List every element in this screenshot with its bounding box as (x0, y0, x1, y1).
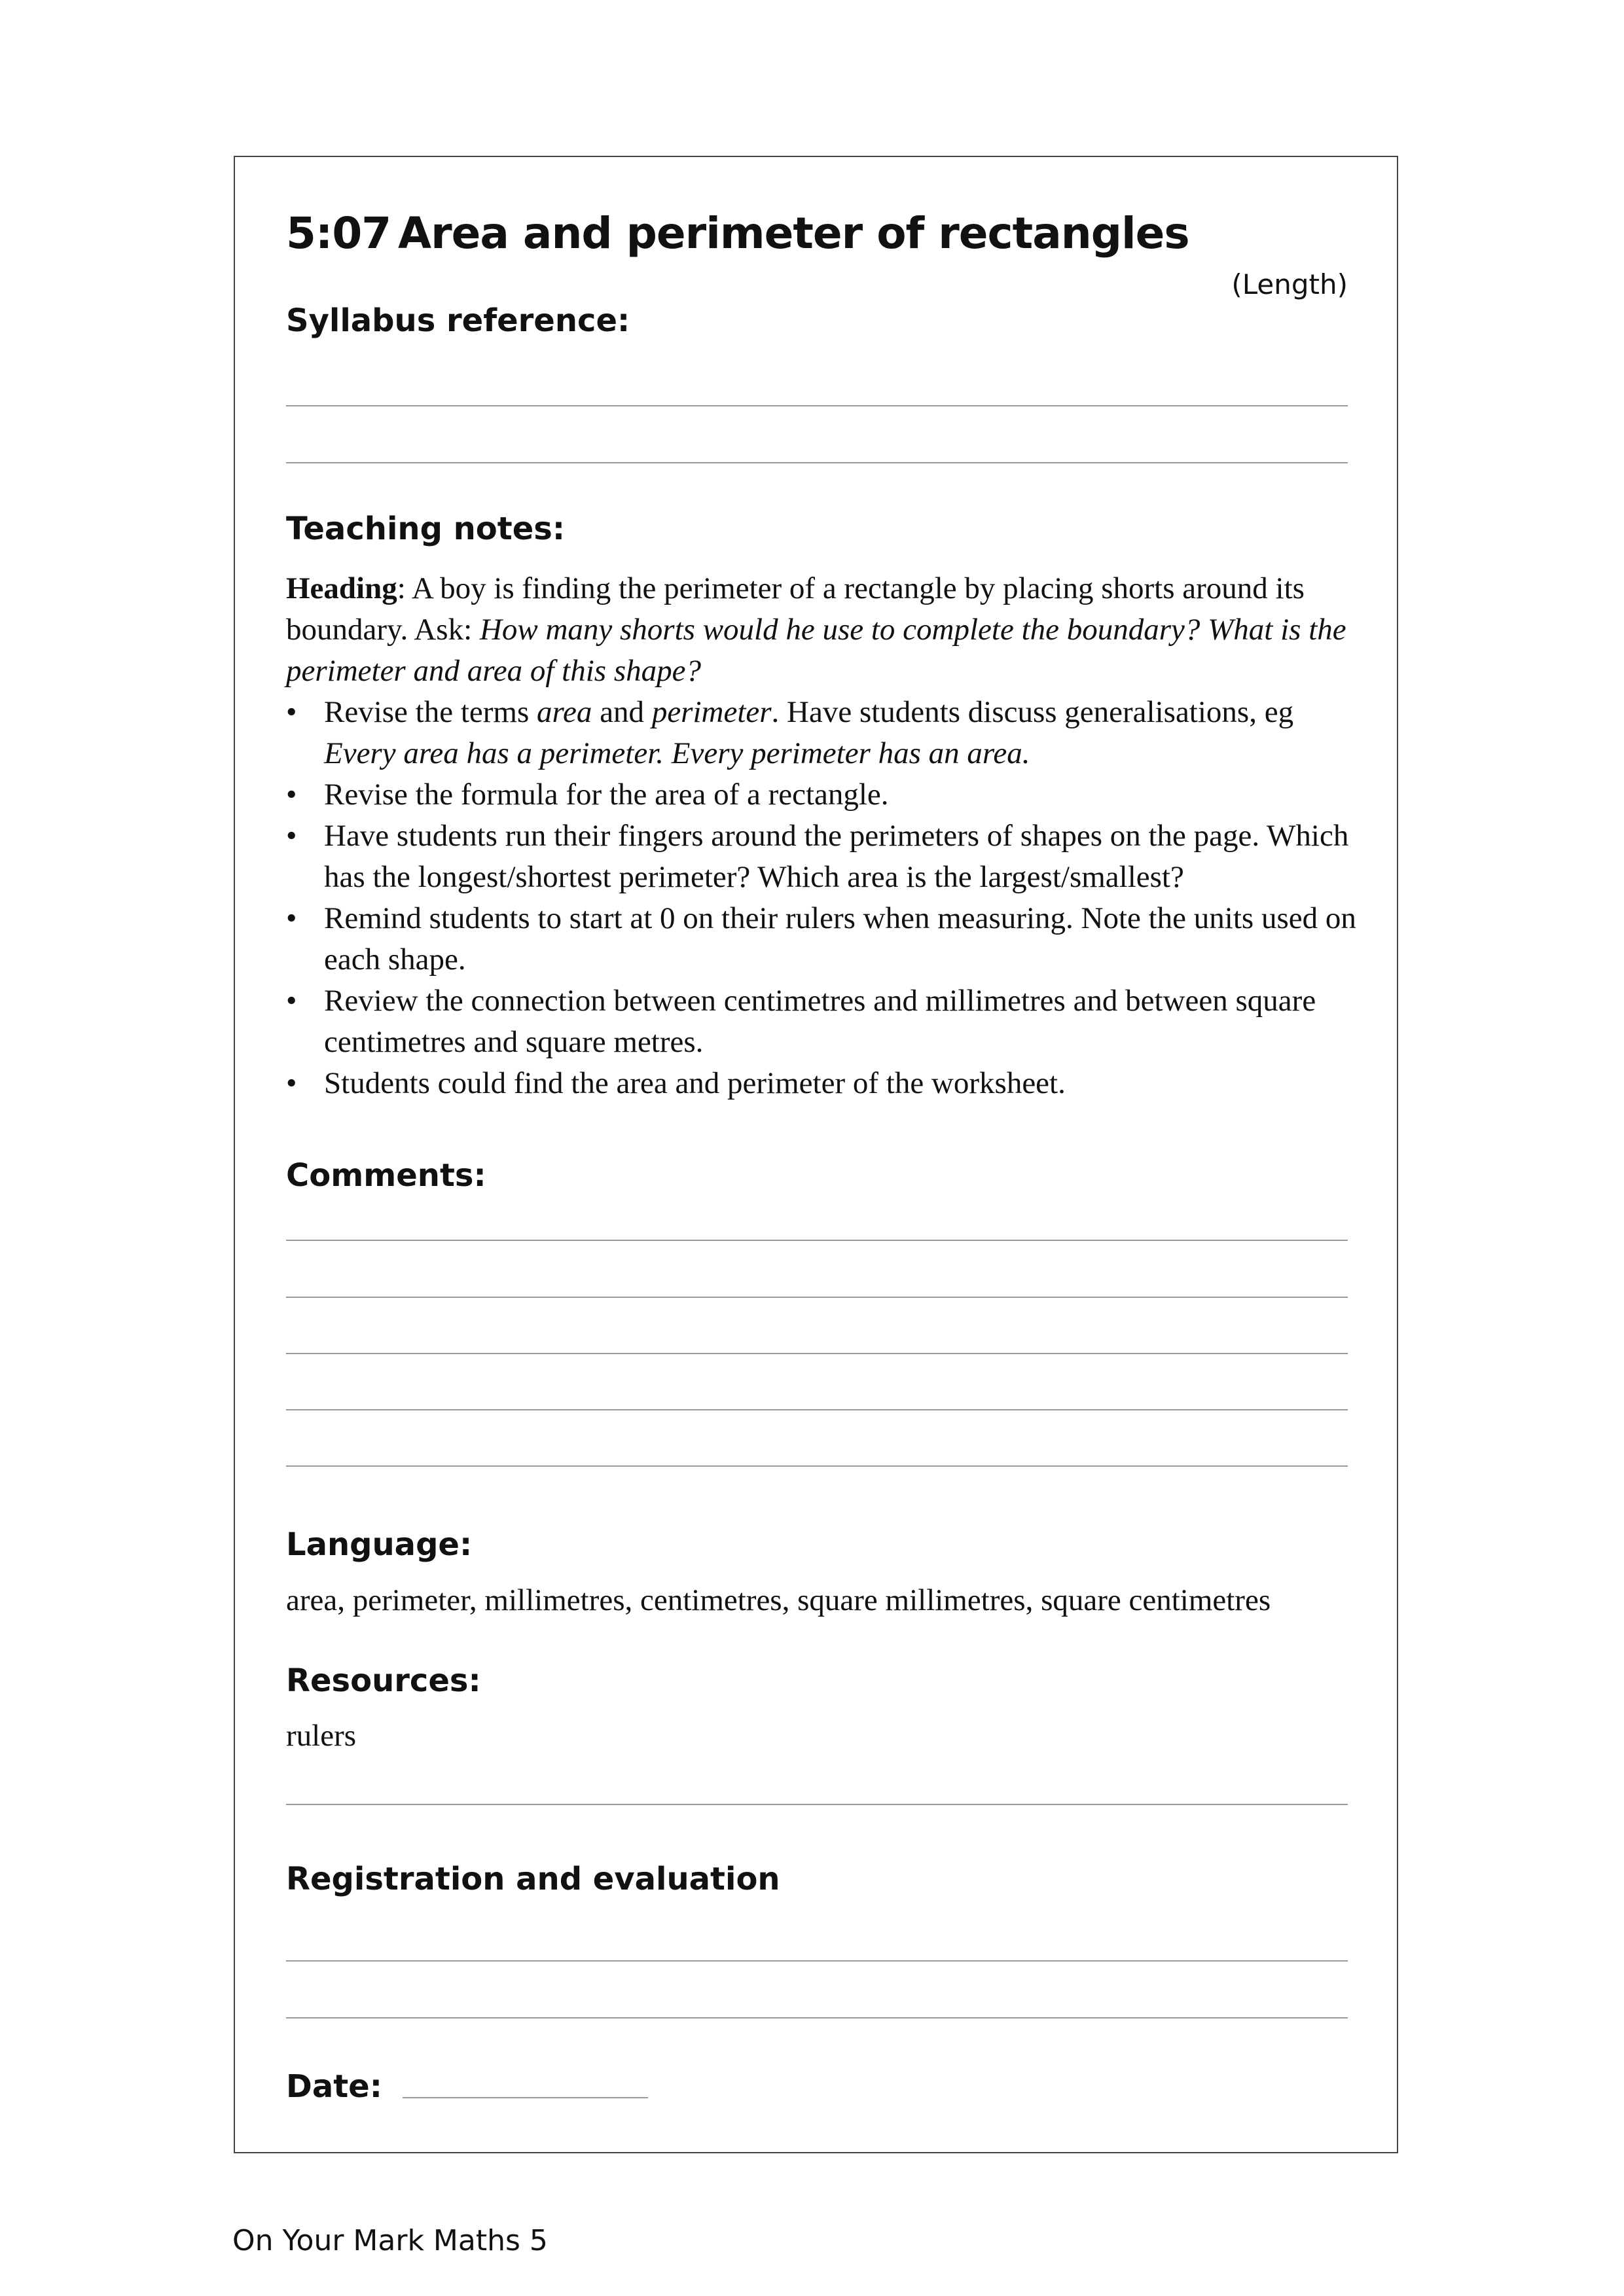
date-line (403, 2097, 648, 2098)
registration-heading: Registration and evaluation (286, 1861, 780, 1897)
page-title: Area and perimeter of rectangles (398, 208, 1189, 259)
bullet-icon: • (286, 695, 297, 729)
teaching-notes-heading: Teaching notes: (286, 511, 566, 547)
list-item: • Revise the formula for the area of a rectangle. (286, 774, 1360, 816)
bullet-icon: • (286, 984, 297, 1018)
registration-line-2 (286, 2017, 1348, 2018)
list-item: • Review the connection between centimetres and millimetres and between square centimetres and square metres. (286, 980, 1360, 1063)
teaching-notes-intro (286, 568, 1360, 692)
page-frame (234, 156, 1398, 2153)
resources-text: rulers (286, 1719, 357, 1753)
bullet-icon: • (286, 1066, 297, 1100)
comments-line-2 (286, 1297, 1348, 1298)
language-heading: Language: (286, 1526, 473, 1563)
list-item: • Remind students to start at 0 on their rulers when measuring. Note the units used on each shape. (286, 898, 1360, 980)
intro-question: How many shorts would he use to complete the boundary? What is the perimeter and area of this shape? (286, 613, 1346, 688)
comments-heading: Comments: (286, 1157, 486, 1194)
section-number: 5:07 (286, 208, 391, 259)
bullet-icon: • (286, 819, 297, 853)
footer-text: On Your Mark Maths 5 (232, 2224, 548, 2257)
intro-text: : A boy is finding the perimeter of a rectangle by placing shorts around its boundary. Ask: (286, 571, 1305, 647)
list-item: • Students could find the area and perimeter of the worksheet. (286, 1063, 1360, 1104)
intro-label: Heading (286, 571, 397, 605)
comments-line-5 (286, 1465, 1348, 1467)
resources-heading: Resources: (286, 1662, 481, 1699)
teaching-notes-list (286, 692, 1360, 1104)
syllabus-line-2 (286, 462, 1348, 463)
list-item: • Have students run their fingers around the perimeters of shapes on the page. Which has the longest/shortest perimeter? Which area is the largest/smallest? (286, 816, 1360, 898)
language-text: area, perimeter, millimetres, centimetres, square millimetres, square centimetres (286, 1583, 1271, 1617)
bullet-icon: • (286, 901, 297, 935)
syllabus-heading: Syllabus reference: (286, 302, 630, 339)
syllabus-line-1 (286, 405, 1348, 406)
list-item: • Revise the terms area and perimeter. Have students discuss generalisations, eg Every area has a perimeter. Every perimeter has an area. (286, 692, 1360, 774)
comments-line-4 (286, 1409, 1348, 1410)
date-label: Date: (286, 2068, 382, 2105)
strand-label: (Length) (1231, 268, 1348, 300)
teaching-notes-body (286, 568, 1360, 1104)
comments-line-1 (286, 1240, 1348, 1241)
bullet-icon: • (286, 778, 297, 812)
resources-line (286, 1804, 1348, 1805)
comments-line-3 (286, 1353, 1348, 1354)
registration-line-1 (286, 1960, 1348, 1962)
